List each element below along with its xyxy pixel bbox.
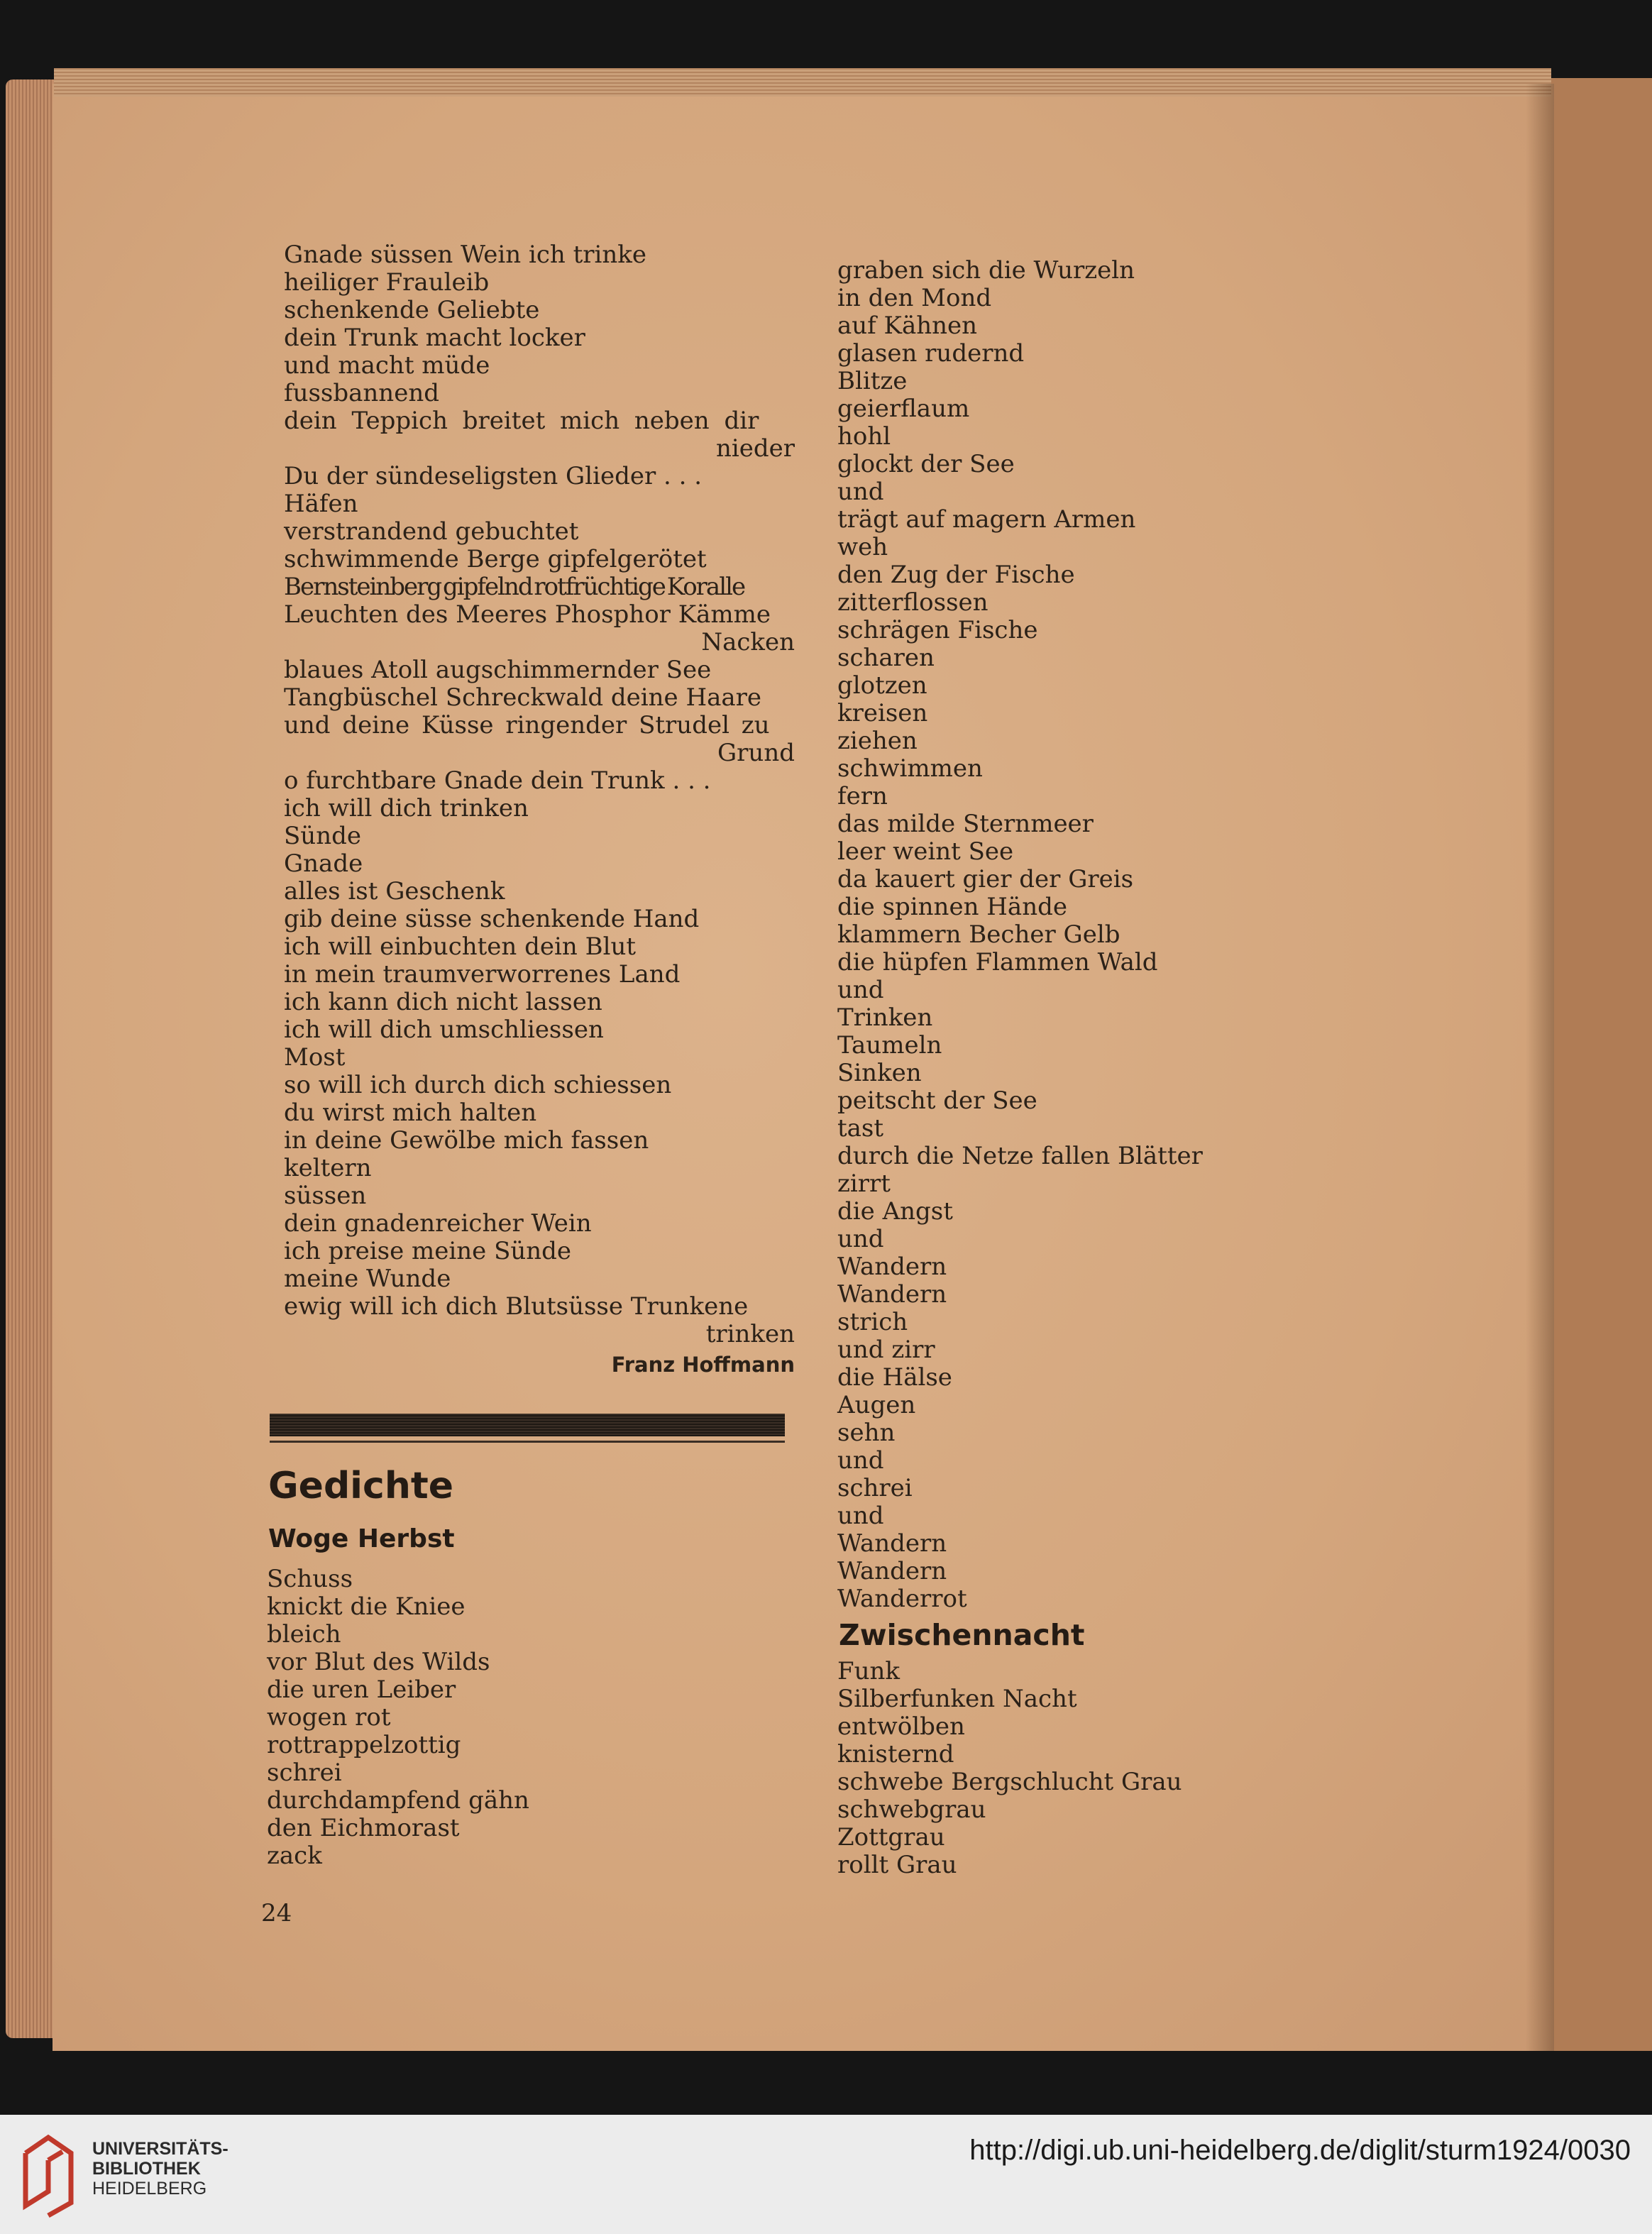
poem-line: den Zug der Fische [837, 561, 1075, 589]
poem-line: Sünde [284, 822, 361, 850]
poem-line: Wanderrot [837, 1585, 967, 1613]
poem-line: das milde Sternmeer [837, 810, 1094, 838]
poem-line: zirrt [837, 1170, 891, 1198]
library-name [92, 2139, 228, 2199]
poem-line: entwölben [837, 1712, 965, 1741]
poem-line: hohl [837, 422, 891, 451]
permalink-url[interactable]: http://digi.ub.uni-heidelberg.de/diglit/sturm1924/0030 [969, 2135, 1631, 2166]
poem-line: schwebe Bergschlucht Grau [837, 1768, 1182, 1796]
poem-line: dein Teppich breitet mich neben dir [284, 407, 759, 435]
author-attribution: Franz Hoffmann [611, 1353, 795, 1377]
poem-line: Wandern [837, 1253, 947, 1281]
poem-line-carryover: Grund [717, 739, 795, 767]
poem-line: und zirr [837, 1336, 935, 1364]
poem-line-carryover: trinken [705, 1320, 795, 1348]
poem-line: schrei [267, 1759, 342, 1787]
poem-line-carryover: Nacken [701, 628, 795, 656]
poem-line: keltern [284, 1154, 372, 1182]
poem-line: Schuss [267, 1565, 353, 1593]
poem-line: geierflaum [837, 395, 970, 423]
poem-line: Wandern [837, 1557, 947, 1585]
poem-line: du wirst mich halten [284, 1099, 537, 1127]
poem-line: Funk [837, 1657, 900, 1685]
logo-mark [26, 2137, 71, 2216]
library-name-line: HEIDELBERG [92, 2179, 207, 2199]
poem-line: glotzen [837, 671, 927, 700]
poem-line: weh [837, 533, 888, 561]
poem-line: Häfen [284, 490, 358, 518]
poem-line: leer weint See [837, 837, 1014, 866]
viewer-footer [0, 2115, 1652, 2234]
poem-line: Wandern [837, 1280, 947, 1309]
poem-line: schrei [837, 1474, 913, 1502]
poem-line: verstrandend gebuchtet [284, 517, 579, 546]
poem-line: rollt Grau [837, 1851, 957, 1879]
page-gutter-shadow [1526, 84, 1554, 2051]
poem-line: und [837, 478, 884, 506]
poem-line: die uren Leiber [267, 1676, 456, 1704]
poem-line: in deine Gewölbe mich fassen [284, 1126, 649, 1155]
poem-line: Most [284, 1043, 346, 1072]
poem-line: Augen [837, 1391, 916, 1419]
poem-line: durchdampfend gähn [267, 1786, 529, 1815]
poem-line-carryover: nieder [715, 434, 795, 463]
poem-line: bleich [267, 1620, 341, 1649]
right-column-poem [837, 257, 1263, 1613]
poem-line: die hüpfen Flammen Wald [837, 948, 1158, 976]
poem-line: Leuchten des Meeres Phosphor Kämme [284, 600, 771, 629]
poem-line: und [837, 1502, 884, 1530]
poem-line: schwimmende Berge gipfelgerötet [284, 545, 707, 573]
poem-line: kreisen [837, 699, 928, 727]
poem-title: Woge Herbst [268, 1524, 455, 1553]
poem-line: graben sich die Wurzeln [837, 256, 1135, 285]
poem-line: Blitze [837, 367, 908, 395]
poem-line: so will ich durch dich schiessen [284, 1071, 672, 1099]
poem-line: tast [837, 1114, 884, 1143]
section-divider-thin-rule [270, 1441, 785, 1443]
book-top-edge [54, 68, 1551, 97]
poem-body [267, 1566, 693, 1870]
poem-line: o furchtbare Gnade dein Trunk . . . [284, 766, 711, 795]
poem-line: und macht müde [284, 351, 490, 380]
poem-line: süssen [284, 1182, 367, 1210]
poem-line: auf Kähnen [837, 312, 978, 340]
poem-line: knickt die Kniee [267, 1592, 466, 1621]
poem-line: Tangbüschel Schreckwald deine Haare [284, 683, 762, 712]
poem-line: und [837, 1446, 884, 1475]
poem-line: glasen rudernd [837, 339, 1025, 368]
poem-line: Du der sündeseligsten Glieder . . . [284, 462, 703, 490]
poem-line: und [837, 976, 884, 1004]
poem-line: ich will dich umschliessen [284, 1016, 604, 1044]
poem-line: rottrappelzottig [267, 1731, 461, 1759]
poem-line: strich [837, 1308, 908, 1336]
poem-line: schwimmen [837, 754, 983, 783]
poem-line: die spinnen Hände [837, 893, 1067, 921]
poem-line: sehn [837, 1419, 896, 1447]
poem-line: Silberfunken Nacht [837, 1685, 1077, 1713]
poem-line: wogen rot [267, 1703, 391, 1732]
poem-line: Taumeln [837, 1031, 942, 1060]
poem-line: in mein traumverworrenes Land [284, 960, 681, 989]
poem-line: trägt auf magern Armen [837, 505, 1136, 534]
poem-line: meine Wunde [284, 1265, 451, 1293]
poem-line: fussbannend [284, 379, 439, 407]
poem-line: Trinken [837, 1003, 933, 1032]
poem-line: dein Trunk macht locker [284, 324, 585, 352]
poem-line: die Hälse [837, 1363, 952, 1392]
poem-line: peitscht der See [837, 1086, 1037, 1115]
book-page-edges [6, 79, 54, 2038]
poem-line: schwebgrau [837, 1795, 986, 1824]
poem-line: vor Blut des Wilds [267, 1648, 490, 1676]
poem-title: Zwischennacht [839, 1618, 1085, 1652]
poem-line: klammern Becher Gelb [837, 920, 1120, 949]
poem-line: schrägen Fische [837, 616, 1038, 644]
poem-line: heiliger Frauleib [284, 268, 490, 297]
poem-line: alles ist Geschenk [284, 877, 505, 906]
poem-line: ich will einbuchten dein Blut [284, 932, 637, 961]
poem-line: zack [267, 1842, 322, 1870]
poem-line: zitterflossen [837, 588, 989, 617]
poem-line: dein gnadenreicher Wein [284, 1209, 592, 1238]
poem-line: gib deine süsse schenkende Hand [284, 905, 700, 933]
poem-line: Zottgrau [837, 1823, 945, 1851]
poem-line: da kauert gier der Greis [837, 865, 1134, 893]
poem-line: den Eichmorast [267, 1814, 460, 1842]
poem-line: ewig will ich dich Blutsüsse Trunkene [284, 1292, 749, 1321]
section-heading: Gedichte [268, 1465, 453, 1507]
poem-line: Wandern [837, 1529, 947, 1558]
library-name-line: UNIVERSITÄTS- [92, 2139, 228, 2159]
poem-line: und deine Küsse ringender Strudel zu [284, 711, 770, 739]
poem-line: durch die Netze fallen Blätter [837, 1142, 1203, 1170]
library-name-line: BIBLIOTHEK [92, 2159, 201, 2179]
page-number: 24 [261, 1899, 292, 1927]
poem-line: schenkende Geliebte [284, 296, 540, 324]
poem-line: scharen [837, 644, 935, 672]
section-divider-rule [270, 1414, 785, 1436]
poem-line: und [837, 1225, 884, 1253]
poem-line: ich kann dich nicht lassen [284, 988, 602, 1016]
poem-line: ziehen [837, 727, 918, 755]
poem-line: Bernsteinberg gipfelnd rotfrüchtige Koralle [284, 573, 745, 601]
poem-line: Gnade süssen Wein ich trinke [284, 241, 646, 269]
left-column-poem [284, 241, 795, 1379]
library-logo-icon[interactable] [20, 2132, 75, 2218]
poem-line: ich preise meine Sünde [284, 1237, 572, 1265]
poem-line: die Angst [837, 1197, 953, 1226]
poem-line: knisternd [837, 1740, 954, 1768]
poem-line: in den Mond [837, 284, 992, 312]
poem-line: ich will dich trinken [284, 794, 529, 822]
poem-body [837, 1658, 1277, 1879]
poem-line: fern [837, 782, 888, 810]
poem-line: blaues Atoll augschimmernder See [284, 656, 712, 684]
poem-line: Sinken [837, 1059, 922, 1087]
poem-line: Gnade [284, 849, 363, 878]
poem-line: glockt der See [837, 450, 1015, 478]
